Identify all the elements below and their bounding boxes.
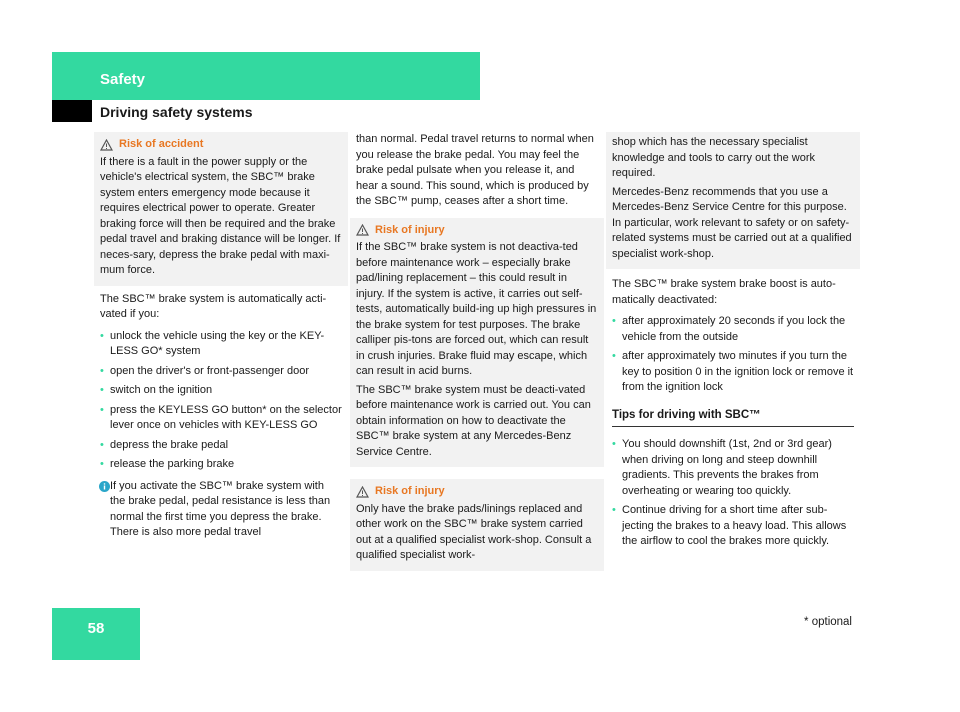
list-item: • You should downshift (1st, 2nd or 3rd gear) when driving on long and steep downhill gradients. This prevents the brakes from overheating or wearing too quickly. (612, 437, 854, 499)
warning-text: If the SBC™ brake system is not deactiva-ted before maintenance work – especially brake pad/lining replacement – this could result in injury. If the system is active, it carries out self-tests, automatically build-ing up high pressures in the brake system for test purposes. The brake calliper pis-tons are forced out, which can result in crush injuries. Brake fluid may escape, which can result in acid burns. (356, 241, 597, 377)
list-item: • depress the brake pedal (100, 438, 342, 454)
warning-title (356, 484, 598, 500)
warning-box-injury-2 (350, 479, 604, 571)
page-number-box (52, 608, 140, 660)
warning-box-continued (606, 132, 860, 269)
page-number: 58 (87, 620, 105, 637)
paragraph: than normal. Pedal travel returns to normal when you release the brake pedal. You may feel the brake pedal pulsate when you release it, and hear a sound. This sound, which is produced by the SBC™ pump, ceases after a short time. (356, 133, 594, 207)
warning-title (100, 137, 342, 153)
list-item: • switch on the ignition (100, 383, 342, 399)
info-icon (99, 481, 110, 492)
warning-box-accident (94, 132, 348, 286)
column-2 (356, 132, 598, 571)
warning-triangle-icon (100, 139, 113, 151)
info-text: If you activate the SBC™ brake system with the brake pedal, pedal resistance is less than normal the first time you depress the brake. There is also more pedal travel (110, 479, 331, 538)
list-item: • unlock the vehicle using the key or the KEY-LESS GO* system (100, 329, 342, 360)
list-item: • press the KEYLESS GO button* on the selector lever once on vehicles with KEY-LESS GO (100, 403, 342, 434)
warning-title-text: Risk of injury (375, 485, 445, 497)
tips-list (612, 437, 854, 550)
list-item: • open the driver's or front-passenger door (100, 364, 342, 380)
warning-text: If there is a fault in the power supply or the vehicle's electrical system, the SBC™ brake system enters emergency mode because it requires electrical power to operate. Greater braking force will then be required and the brake pedal travel and braking distance will be longer. If neces-sary, depress the brake pedal with maxi-mum force. (100, 155, 341, 276)
warning-title-text: Risk of injury (375, 223, 445, 236)
deactivation-intro: The SBC™ brake system brake boost is auto-matically deactivated: (612, 278, 836, 306)
info-note (100, 479, 342, 541)
activation-intro: The SBC™ brake system is automatically acti-vated if you: (100, 292, 327, 320)
warning-title (356, 223, 598, 239)
list-item: • Continue driving for a short time after sub-jecting the brakes to a heavy load. This allows the airflow to cool the brakes more quickly. (612, 503, 854, 550)
activation-list (100, 329, 342, 473)
list-item: • after approximately two minutes if you turn the key to position 0 in the ignition lock or remove it from the ignition lock (612, 349, 854, 396)
section-title: Safety (100, 71, 146, 88)
column-1 (100, 132, 342, 541)
tips-heading: Tips for driving with SBC™ (612, 408, 854, 428)
list-item: • after approximately 20 seconds if you lock the vehicle from the outside (612, 314, 854, 345)
column-3 (612, 132, 854, 556)
warning-triangle-icon (356, 486, 369, 498)
warning-box-injury-1 (350, 218, 604, 468)
warning-text: Only have the brake pads/linings replaced and other work on the SBC™ brake system carried out at a qualified specialist work-shop. Consult a qualified specialist work- (356, 502, 592, 561)
warning-text: shop which has the necessary specialist knowledge and tools to carry out the work required. (612, 136, 816, 179)
header-marker (52, 100, 92, 122)
list-item: • release the parking brake (100, 457, 342, 473)
warning-text: The SBC™ brake system must be deacti-vated before maintenance work is carried out. You can obtain information on how to deactivate the SBC™ brake system at any Mercedes-Benz Service Centre. (356, 383, 591, 458)
warning-title-text: Risk of accident (119, 138, 204, 150)
warning-text: Mercedes-Benz recommends that you use a Mercedes-Benz Service Centre for this purpose. In particular, work relevant to safety or on safety-related systems must be carried out at a qualified specialist work-shop. (612, 185, 852, 260)
warning-triangle-icon (356, 224, 369, 236)
page-title: Driving safety systems (100, 104, 253, 120)
footnote: * optional (804, 616, 852, 628)
deactivation-list (612, 314, 854, 396)
